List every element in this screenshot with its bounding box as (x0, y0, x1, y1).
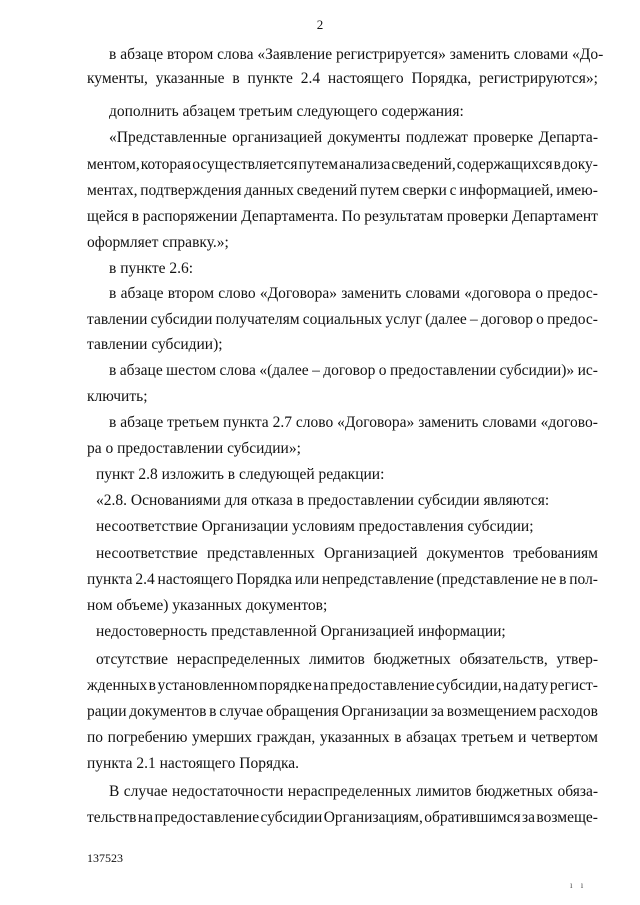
text-line: пункта 2.1 настоящего Порядка. (87, 755, 300, 772)
text-line: пункт 2.8 изложить в следующей редакции: (96, 466, 385, 483)
text-line: в абзаце втором слово «Договора» заменить словами «договора о предос- (109, 285, 598, 302)
text-line: по погребению умерших граждан, указанных в абзацах третьем и четвертом (87, 729, 598, 746)
text-line: В случае недостаточности нераспределенных лимитов бюджетных обяза- (109, 783, 598, 800)
text-line: щейся в распоряжении Департамента. По результатам проверки Департамент (87, 208, 598, 225)
text-line: в абзаце втором слова «Заявление регистрируется» заменить словами «До- (109, 46, 604, 63)
text-line: в абзаце третьем пункта 2.7 слово «Договора» заменить словами «догово- (109, 414, 598, 431)
text-line: «2.8. Основаниями для отказа в предоставлении субсидии являются: (96, 492, 550, 509)
text-line: ра о предоставлении субсидии»; (87, 440, 301, 457)
text-line: тавлении субсидии получателям социальных услуг (далее – договор о предос- (87, 311, 598, 328)
corner-marks: ı ı (570, 880, 587, 890)
text-line: ментах, подтверждения данных сведений путем сверки с информацией, имею- (87, 182, 598, 199)
text-line: ментом, которая осуществляется путем анализа сведений, содержащихся в доку- (87, 156, 598, 173)
document-code: 137523 (87, 851, 123, 865)
text-line: дополнить абзацем третьим следующего содержания: (109, 103, 464, 120)
text-line: оформляет справку.»; (87, 234, 229, 251)
text-line: отсутствие нераспределенных лимитов бюджетных обязательств, утвер- (96, 651, 598, 668)
text-line: несоответствие представленных Организацией документов требованиям (96, 545, 598, 562)
text-line: пункта 2.4 настоящего Порядка или непредставление (представление не в пол- (87, 571, 598, 588)
text-line: тавлении субсидии); (87, 336, 223, 353)
text-line: жденных в установленном порядке на предоставление субсидии, на дату регист- (87, 677, 598, 694)
page-number: 2 (316, 17, 324, 32)
text-line: несоответствие Организации условиям предоставления субсидии; (96, 518, 534, 535)
text-line: в пункте 2.6: (109, 260, 194, 277)
text-line: в абзаце шестом слова «(далее – договор о предоставлении субсидии)» ис- (109, 362, 598, 379)
text-line: «Представленные организацией документы подлежат проверке Департа- (109, 129, 598, 146)
text-line: ключить; (87, 388, 148, 405)
text-line: рации документов в случае обращения Организации за возмещением расходов (87, 703, 598, 720)
text-line: тельств на предоставление субсидии Организациям, обратившимся за возмеще- (87, 809, 598, 826)
text-line: недостоверность представленной Организацией информации; (96, 623, 506, 640)
text-line: кументы, указанные в пункте 2.4 настоящего Порядка, регистрируются»; (87, 70, 598, 87)
text-line: ном объеме) указанных документов; (87, 597, 328, 614)
